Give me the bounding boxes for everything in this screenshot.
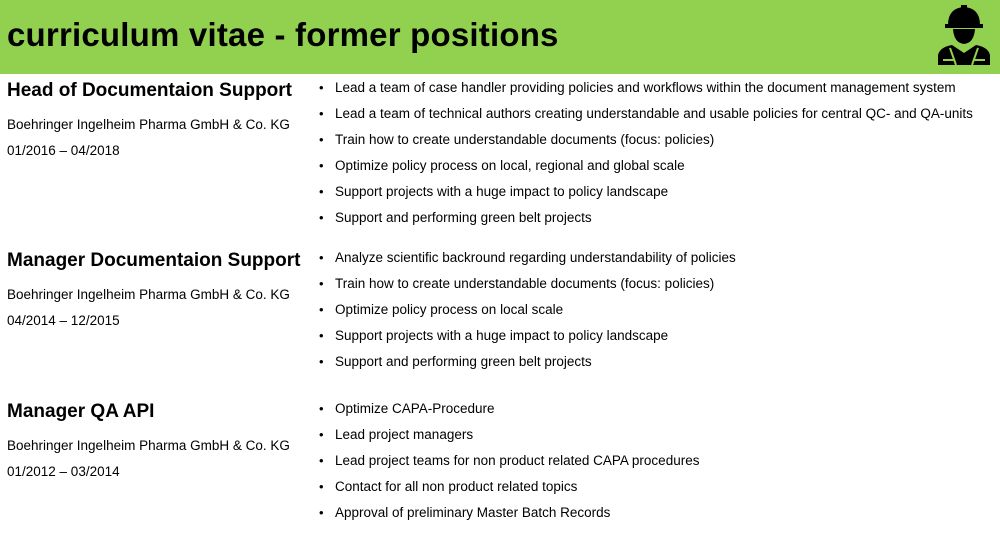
list-item: • Train how to create understandable documents (focus: policies) xyxy=(318,274,998,300)
list-item: • Approval of preliminary Master Batch Records xyxy=(318,503,998,529)
list-item: • Optimize CAPA-Procedure xyxy=(318,399,998,425)
list-item: • Lead project teams for non product related CAPA procedures xyxy=(318,451,998,477)
list-item: • Lead a team of technical authors creating understandable and usable policies for central QC- and QA-units xyxy=(318,104,998,130)
role-title: Manager QA API xyxy=(7,401,155,422)
list-item: • Train how to create understandable documents (focus: policies) xyxy=(318,130,998,156)
list-item: • Optimize policy process on local, regional and global scale xyxy=(318,156,998,182)
list-item: • Support projects with a huge impact to policy landscape xyxy=(318,326,998,352)
list-item: • Lead a team of case handler providing policies and workflows within the document management system xyxy=(318,78,998,104)
date-range: 01/2012 – 03/2014 xyxy=(7,464,120,479)
company-name: Boehringer Ingelheim Pharma GmbH & Co. KG xyxy=(7,287,290,302)
date-range: 04/2014 – 12/2015 xyxy=(7,313,120,328)
company-name: Boehringer Ingelheim Pharma GmbH & Co. KG xyxy=(7,438,290,453)
position-info xyxy=(7,248,307,329)
list-item: • Lead project managers xyxy=(318,425,998,451)
list-item: • Support and performing green belt projects xyxy=(318,352,998,378)
list-item: • Support projects with a huge impact to policy landscape xyxy=(318,182,998,208)
list-item: • Optimize policy process on local scale xyxy=(318,300,998,326)
role-title: Manager Documentaion Support xyxy=(7,250,301,271)
position-info xyxy=(7,78,307,159)
position-info xyxy=(7,399,307,480)
header-bar xyxy=(0,0,1000,74)
page-title: curriculum vitae - former positions xyxy=(7,16,559,53)
date-range: 01/2016 – 04/2018 xyxy=(7,143,120,158)
list-item: • Support and performing green belt projects xyxy=(318,208,998,234)
construction-worker-icon xyxy=(934,3,994,65)
list-item: • Contact for all non product related topics xyxy=(318,477,998,503)
list-item: • Analyze scientific backround regarding understandability of policies xyxy=(318,248,998,274)
responsibility-list xyxy=(318,399,998,529)
responsibility-list xyxy=(318,78,998,234)
responsibility-list xyxy=(318,248,998,378)
company-name: Boehringer Ingelheim Pharma GmbH & Co. KG xyxy=(7,117,290,132)
role-title: Head of Documentaion Support xyxy=(7,80,292,101)
